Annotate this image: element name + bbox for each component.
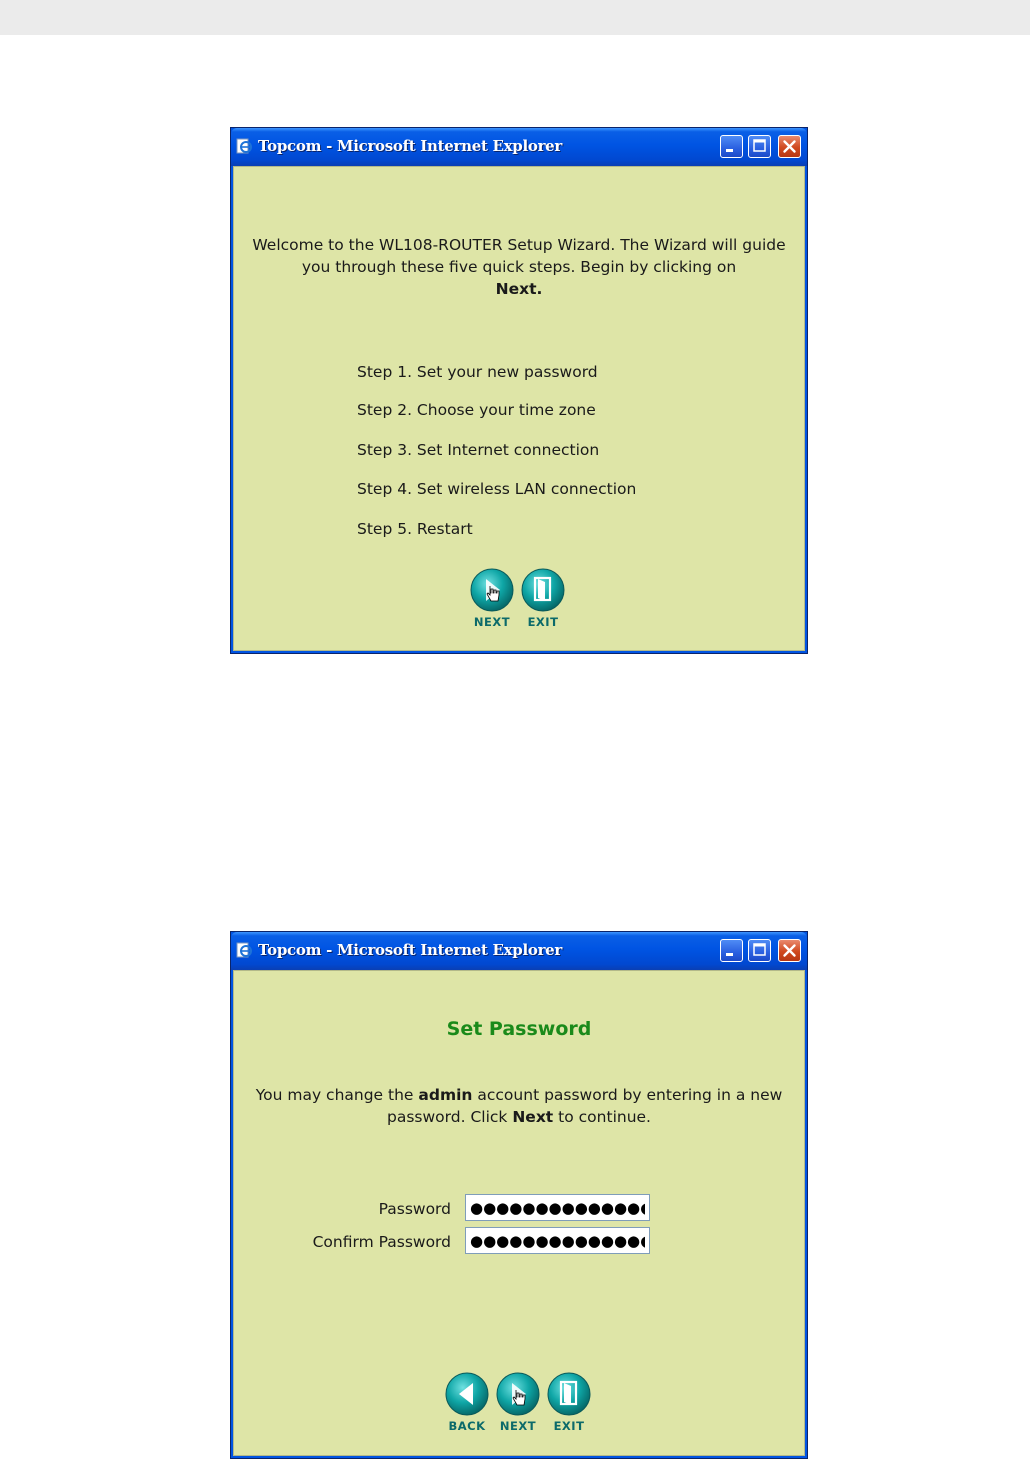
wizard-content xyxy=(233,166,805,651)
instr-part-3: to continue. xyxy=(558,1108,651,1126)
welcome-text-body: Welcome to the WL108-ROUTER Setup Wizard. The Wizard will guide you through these five quick steps. Begin by clicking on xyxy=(252,236,786,276)
exit-button-label: EXIT xyxy=(527,615,559,629)
next-button-label: NEXT xyxy=(499,1419,537,1433)
close-button[interactable] xyxy=(778,135,801,158)
maximize-button[interactable] xyxy=(748,939,771,962)
instr-next: Next xyxy=(512,1108,554,1126)
back-arrow-icon xyxy=(445,1372,489,1416)
window-title: Topcom - Microsoft Internet Explorer xyxy=(258,941,563,959)
wizard-content xyxy=(233,970,805,1456)
title-bar[interactable] xyxy=(231,932,807,970)
instr-part-2: account password by entering in a new password. Click xyxy=(387,1086,783,1126)
step-item-4: Step 4. Set wireless LAN connection xyxy=(357,480,637,498)
ie-icon xyxy=(236,942,252,958)
exit-button-label: EXIT xyxy=(553,1419,585,1433)
ie-icon xyxy=(236,138,252,154)
maximize-button[interactable] xyxy=(748,135,771,158)
instr-admin: admin xyxy=(418,1086,473,1104)
window-title: Topcom - Microsoft Internet Explorer xyxy=(258,137,563,155)
minimize-button[interactable] xyxy=(720,135,743,158)
top-strip xyxy=(0,0,1030,35)
close-button[interactable] xyxy=(778,939,801,962)
ie-window-set-password xyxy=(230,931,808,1459)
page-title: Set Password xyxy=(446,1018,592,1040)
password-field[interactable] xyxy=(465,1194,650,1221)
welcome-text-next: Next. xyxy=(495,280,543,298)
confirm-password-label: Confirm Password xyxy=(312,1233,451,1251)
step-item-3: Step 3. Set Internet connection xyxy=(357,441,600,459)
back-button-label: BACK xyxy=(448,1419,486,1433)
step-item-5: Step 5. Restart xyxy=(357,520,473,538)
password-instructions xyxy=(244,1084,794,1128)
step-item-2: Step 2. Choose your time zone xyxy=(357,401,596,419)
exit-door-icon xyxy=(547,1372,591,1416)
confirm-password-field[interactable] xyxy=(465,1227,650,1254)
minimize-button[interactable] xyxy=(720,939,743,962)
ie-window-welcome xyxy=(230,127,808,654)
next-button-label: NEXT xyxy=(473,615,511,629)
title-bar[interactable] xyxy=(231,128,807,166)
hand-pointer-icon xyxy=(496,1372,540,1416)
password-label: Password xyxy=(378,1200,451,1218)
exit-door-icon xyxy=(521,568,565,612)
welcome-text xyxy=(244,234,794,300)
step-item-1: Step 1. Set your new password xyxy=(357,363,598,381)
hand-pointer-icon xyxy=(470,568,514,612)
instr-part-1: You may change the xyxy=(255,1086,414,1104)
